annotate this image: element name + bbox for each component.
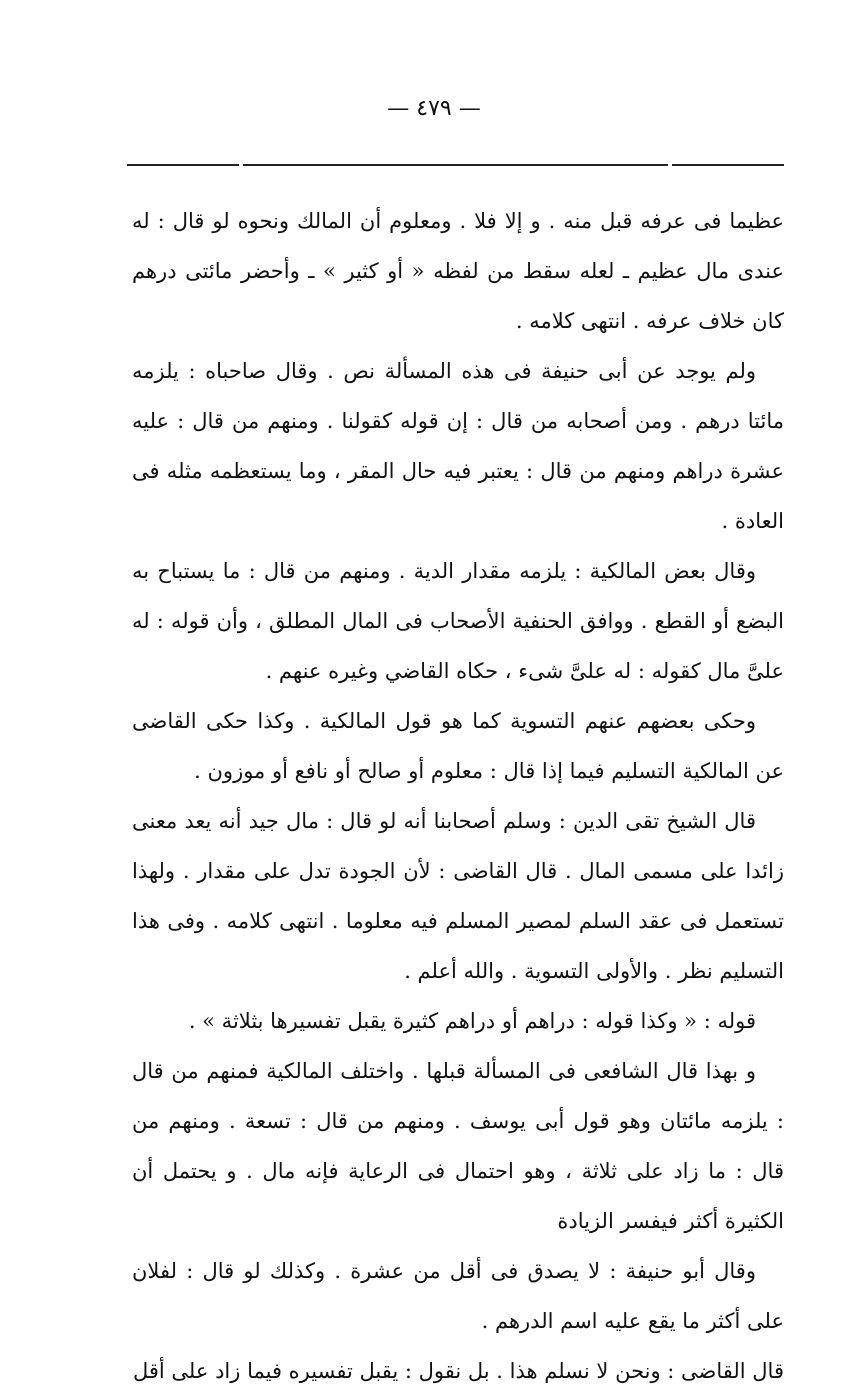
- header-rule-center: [243, 164, 668, 166]
- paragraph: قال الشيخ تقى الدين : وسلم أصحابنا أنه لو قال : مال جيد أنه يعد معنى زائدا على مسمى المال . قال القاضى : لأن الجودة تدل على مقدار . ولهذا تستعمل فى عقد السلم لمصير المسلم فيه معلوما . انتهى كلامه . وفى هذا التسليم نظر . والأولى التسوية . والله أعلم .: [132, 809, 784, 983]
- page-number: — ٤٧٩ —: [387, 96, 481, 121]
- paragraph: وحكى بعضهم عنهم التسوية كما هو قول المالكية . وكذا حكى القاضى عن المالكية التسليم فيما إذا قال : معلوم أو صالح أو نافع أو موزون .: [132, 709, 784, 783]
- paragraph: عظيما فى عرفه قبل منه . و إلا فلا . ومعلوم أن المالك ونحوه لو قال : له عندى مال عظيم ـ لعله سقط من لفظه « أو كثير » ـ وأحضر مائتى درهم كان خلاف عرفه . انتهى كلامه .: [132, 209, 784, 333]
- paragraph: وقال بعض المالكية : يلزمه مقدار الدية . ومنهم من قال : ما يستباح به البضع أو القطع . ووافق الحنفية الأصحاب فى المال المطلق ، وأن قوله : له علىَّ مال كقوله : له علىَّ شىء ، حكاه القاضي وغيره عنهم .: [132, 559, 784, 683]
- header-rule-left: [127, 164, 239, 166]
- paragraph: قال القاضى : ونحن لا نسلم هذا . بل نقول : يقبل تفسيره فيما زاد على أقل: [132, 1359, 784, 1383]
- header-rule-right: [672, 164, 784, 166]
- paragraph: و بهذا قال الشافعى فى المسألة قبلها . واختلف المالكية فمنهم من قال : يلزمه مائتان وهو قول أبى يوسف . ومنهم من قال : تسعة . ومنهم من قال : ما زاد على ثلاثة ، وهو احتمال فى الرعاية فإنه مال . و يحتمل أن الكثيرة أكثر فيفسر الزيادة: [132, 1059, 784, 1233]
- body-text: [132, 196, 784, 1396]
- paragraph: وقال أبو حنيفة : لا يصدق فى أقل من عشرة . وكذلك لو قال : لفلان على أكثر ما يقع عليه اسم الدرهم .: [132, 1259, 784, 1333]
- paragraph: ولم يوجد عن أبى حنيفة فى هذه المسألة نص . وقال صاحباه : يلزمه مائتا درهم . ومن أصحابه من قال : إن قوله كقولنا . ومنهم من قال : عليه عشرة دراهم ومنهم من قال : يعتبر فيه حال المقر ، وما يستعظمه مثله فى العادة .: [132, 359, 784, 533]
- paragraph: قوله : « وكذا قوله : دراهم أو دراهم كثيرة يقبل تفسيرها بثلاثة » .: [188, 1009, 756, 1033]
